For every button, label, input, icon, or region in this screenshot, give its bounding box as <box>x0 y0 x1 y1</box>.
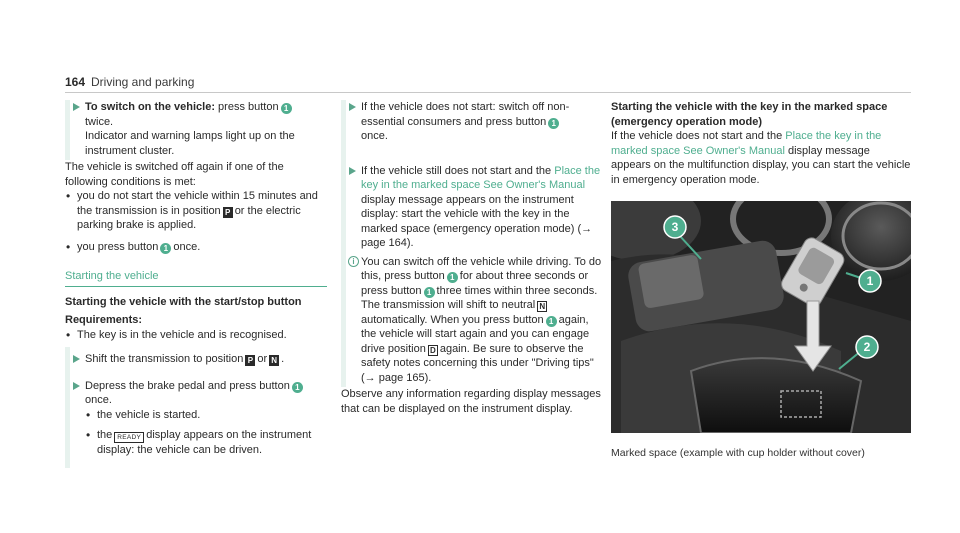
section-title: Starting the vehicle <box>65 269 327 287</box>
step-consumers: If the vehicle does not start: switch off non-essential consumers and press button 1 once. <box>341 100 603 152</box>
conditions-list <box>65 189 327 254</box>
step-shift: Shift the transmission to position P or N . <box>65 347 327 373</box>
cup-holder-drawing <box>611 201 911 433</box>
link-place-key[interactable]: Place the key in the marked space See Owner's Manual <box>611 130 882 157</box>
info-note: i You can switch off the vehicle while driving. To do this, press button 1 for about three seconds or press button 1 three times within three seconds. The transmission will shift to neutral Nautomatically. When you press button 1 again, the vehicle will start again and you can engage drive position D again. Be sure to observe the safety notes concerning this under "Driving tips" (→ page 165). <box>341 255 603 388</box>
gear-n-icon: N <box>269 355 279 366</box>
callout-3-label: 3 <box>671 220 679 234</box>
gear-n-icon: N <box>537 301 547 312</box>
button-1-icon: 1 <box>281 103 292 114</box>
step-arrow-icon <box>73 355 80 363</box>
button-1-icon: 1 <box>160 243 171 254</box>
button-1-icon: 1 <box>424 287 435 298</box>
gear-d-icon: D <box>428 345 438 356</box>
info-icon: i <box>348 256 359 267</box>
step-text: To switch on the vehicle: press button 1 twice. Indicator and warning lamps light up on the instrument cluster. <box>85 101 295 157</box>
button-1-icon: 1 <box>292 382 303 393</box>
list-item: • the vehicle is started. <box>85 408 327 423</box>
page-title: Driving and parking <box>91 75 195 89</box>
list-item: • you press button 1 once. <box>65 240 327 255</box>
column-2 <box>341 100 603 416</box>
paragraph-display-messages: Observe any information regarding display messages that can be displayed on the instrument display. <box>341 388 601 415</box>
step-arrow-icon <box>349 167 356 175</box>
step-switch-on <box>65 100 327 160</box>
button-1-icon: 1 <box>548 118 559 129</box>
step-arrow-icon <box>349 103 356 111</box>
list-item: • The key is in the vehicle and is recognised. <box>65 328 327 343</box>
button-1-icon: 1 <box>546 316 557 327</box>
column-3 <box>611 100 911 461</box>
figure-caption: Marked space (example with cup holder without cover) <box>611 447 865 459</box>
gear-p-icon: P <box>245 355 255 366</box>
column-1 <box>65 100 327 468</box>
gear-p-icon: P <box>223 207 233 218</box>
list-item: • the READY display appears on the instrument display: the vehicle can be driven. <box>85 428 327 458</box>
paragraph-emergency: If the vehicle does not start and the Place the key in the marked space See Owner's Manual display message appears on the multifunction display, you can start the vehicle in emergency operation mode. <box>611 130 911 186</box>
callout-2-label: 2 <box>863 340 871 354</box>
requirements-title: Requirements: <box>65 314 143 326</box>
subsection-title: Starting the vehicle with the key in the marked space (emergency operation mode) <box>611 101 888 128</box>
paragraph-conditions: The vehicle is switched off again if one of the following conditions is met: <box>65 161 284 188</box>
step-arrow-icon <box>73 103 80 111</box>
list-item: • you do not start the vehicle within 15 minutes and the transmission is in position P or the electric parking brake is applied. <box>65 189 327 233</box>
page-number: 164 <box>65 75 86 89</box>
callout-1-label: 1 <box>866 274 874 288</box>
step-emergency: If the vehicle still does not start and the Place the key in the marked space See Owner's Manual display message appears on the instrument display: start the vehicle with the key in the marked space (emergency operation mode) (→ page 164). <box>341 152 603 255</box>
ready-display-icon: READY <box>114 432 144 443</box>
link-place-key[interactable]: Place the key in the marked space See Owner's Manual <box>361 164 601 191</box>
requirements-list <box>65 328 327 343</box>
subsection-title: Starting the vehicle with the start/stop button <box>65 295 302 308</box>
step-brake: Depress the brake pedal and press button 1 once. • the vehicle is started. • the READY display appears on the instrument display: the vehicle can be driven. <box>65 373 327 468</box>
step-arrow-icon <box>73 382 80 390</box>
button-1-icon: 1 <box>447 272 458 283</box>
page-header <box>65 73 911 93</box>
marked-space-illustration <box>611 201 911 433</box>
